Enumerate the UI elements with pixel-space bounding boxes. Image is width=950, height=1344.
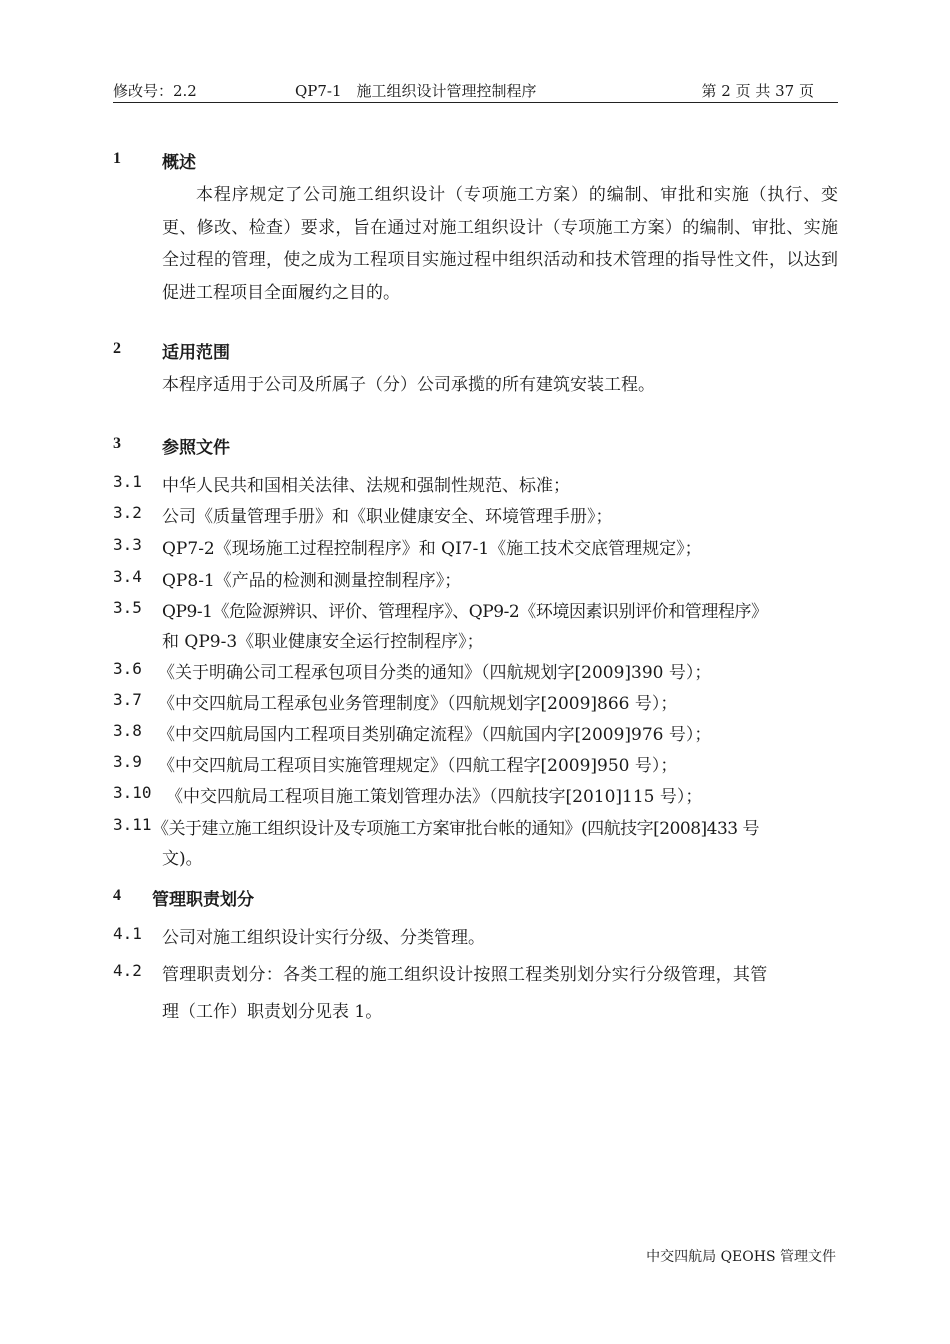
duty-item-text: 公司对施工组织设计实行分级、分类管理。 xyxy=(162,928,485,948)
ref-item-number: 3.9 xyxy=(113,752,142,771)
duty-item-number: 4.1 xyxy=(113,924,142,943)
ref-item-number: 3.10 xyxy=(113,783,152,802)
section-3-title: 参照文件 xyxy=(162,438,230,458)
ref-item-number: 3.1 xyxy=(113,472,142,491)
ref-item-number: 3.2 xyxy=(113,503,142,522)
ref-item-text: 《关于明确公司工程承包项目分类的通知》（四航规划字[2009]390 号）； xyxy=(158,663,712,683)
duty-item-number: 4.2 xyxy=(113,961,142,980)
revision-number: 修改号：2.2 xyxy=(113,82,197,100)
page-footer: 中交四航局 QEOHS 管理文件 xyxy=(646,1249,836,1265)
ref-item-number: 3.4 xyxy=(113,567,142,586)
ref-item-number: 3.8 xyxy=(113,721,142,740)
ref-item-text: 《中交四航局工程项目实施管理规定》（四航工程字[2009]950 号）； xyxy=(158,756,678,776)
document-title: QP7-1 施工组织设计管理控制程序 xyxy=(295,82,537,100)
ref-item-text: QP7-2《现场施工过程控制程序》和 QI7-1《施工技术交底管理规定》； xyxy=(162,539,702,559)
ref-item-number: 3.5 xyxy=(113,598,142,617)
section-4-title: 管理职责划分 xyxy=(152,890,254,910)
ref-item-text: 《中交四航局工程项目施工策划管理办法》（四航技字[2010]115 号）； xyxy=(166,787,703,807)
section-1-number: 1 xyxy=(113,150,121,167)
section-1-title: 概述 xyxy=(162,153,196,173)
ref-item-number: 3.11 xyxy=(113,815,152,834)
section-2-title: 适用范围 xyxy=(162,343,230,363)
ref-item-text: QP8-1《产品的检测和测量控制程序》； xyxy=(162,571,462,591)
page-header xyxy=(113,78,838,103)
section-4-number: 4 xyxy=(113,887,121,904)
ref-item-number: 3.3 xyxy=(113,535,142,554)
ref-item-text-continued: 文)。 xyxy=(162,849,203,869)
section-2-number: 2 xyxy=(113,340,121,357)
ref-item-text: 公司《质量管理手册》和《职业健康安全、环境管理手册》； xyxy=(162,507,613,527)
page-number: 第 2 页 共 37 页 xyxy=(701,82,814,100)
ref-item-text: QP9-1《危险源辨识、评价、管理程序》、QP9-2《环境因素识别评价和管理程序》 xyxy=(162,602,768,622)
ref-item-text: 《中交四航局国内工程项目类别确定流程》（四航国内字[2009]976 号）； xyxy=(158,725,712,745)
ref-item-text-continued: 和 QP9-3《职业健康安全运行控制程序》； xyxy=(162,632,484,652)
duty-item-text: 管理职责划分：各类工程的施工组织设计按照工程类别划分实行分级管理，其管 xyxy=(162,965,768,985)
duty-item-text-continued: 理（工作）职责划分见表 1。 xyxy=(162,1002,383,1022)
ref-item-text: 《中交四航局工程承包业务管理制度》（四航规划字[2009]866 号）； xyxy=(158,694,678,714)
ref-item-number: 3.6 xyxy=(113,659,142,678)
ref-item-number: 3.7 xyxy=(113,690,142,709)
section-2-body: 本程序适用于公司及所属子（分）公司承揽的所有建筑安装工程。 xyxy=(162,375,655,395)
section-1-body: 本程序规定了公司施工组织设计（专项施工方案）的编制、审批和实施（执行、变更、修改、检查）要求，旨在通过对施工组织设计（专项施工方案）的编制、审批、实施全过程的管理，使之成为工程项目实施过程中组织活动和技术管理的指导性文件，以达到促进工程项目全面履约之目的。 xyxy=(162,185,838,303)
ref-item-text: 中华人民共和国相关法律、法规和强制性规范、标准； xyxy=(162,476,570,496)
ref-item-text: 《关于建立施工组织设计及专项施工方案审批台帐的通知》(四航技字[2008]433 号 xyxy=(152,819,760,839)
section-3-number: 3 xyxy=(113,435,121,452)
